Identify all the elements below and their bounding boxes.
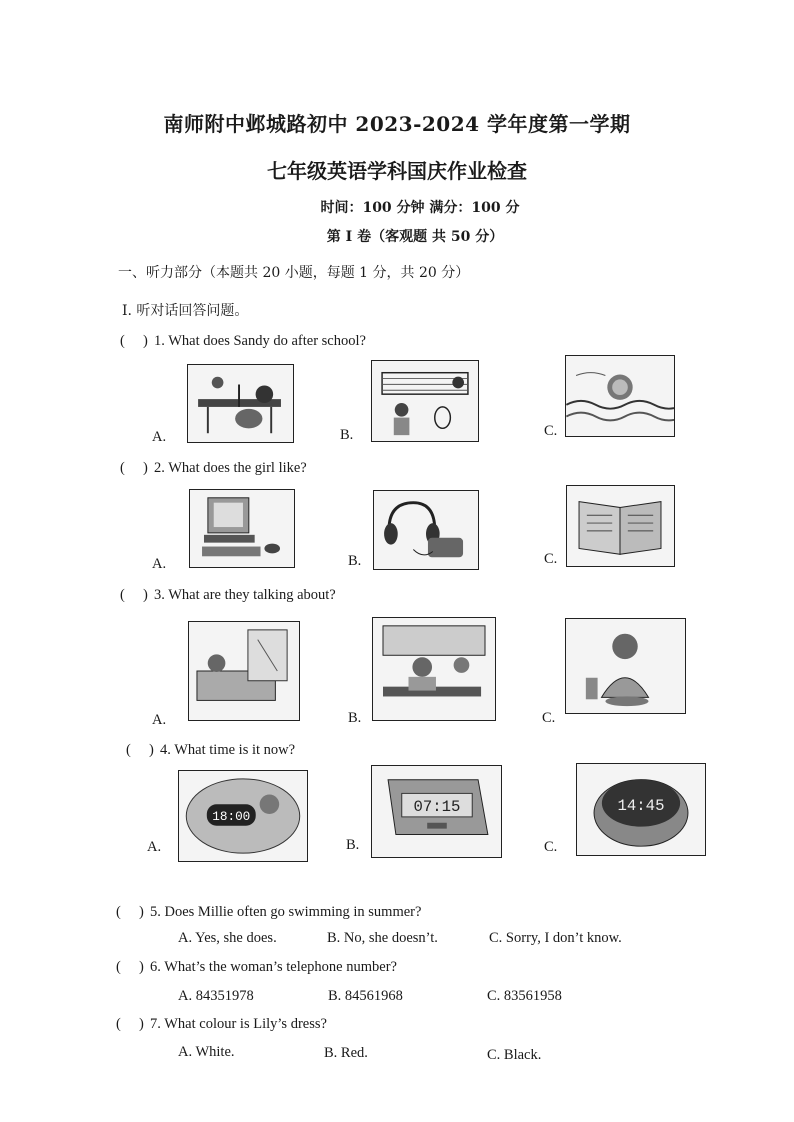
question-text: 1. What does Sandy do after school? <box>154 333 366 349</box>
answer-blank[interactable]: ( ) <box>120 460 148 476</box>
option-letter: C. <box>544 839 558 855</box>
choice-b: B. Red. <box>324 1045 368 1061</box>
choice-c: C. Black. <box>487 1047 542 1063</box>
eating-icon <box>565 618 686 714</box>
sleeping-icon <box>188 621 300 721</box>
volume-heading: 第 I 卷（客观题 共 50 分） <box>326 229 504 245</box>
choice-c: C. Sorry, I don’t know. <box>489 930 622 946</box>
computer-icon <box>189 489 295 568</box>
choice-a: A. Yes, she does. <box>178 930 277 946</box>
clock-icon <box>576 763 706 856</box>
question-text: 5. Does Millie often go swimming in summer? <box>150 904 422 920</box>
answer-blank[interactable]: ( ) <box>126 742 154 758</box>
option-letter: A. <box>152 712 167 728</box>
time-and-score: 时间：100 分钟 满分：100 分 <box>320 200 520 216</box>
answer-blank[interactable]: ( ) <box>120 587 148 603</box>
table-tennis-icon <box>187 364 294 443</box>
exam-title-school: 南师附中邺城路初中 2023-2024 学年度第一学期 <box>163 112 631 136</box>
option-letter: A. <box>152 556 167 572</box>
question-5 <box>116 904 421 921</box>
option-letter: B. <box>346 837 360 853</box>
option-letter: A. <box>152 429 167 445</box>
option-letter: C. <box>542 710 556 726</box>
part-one-title: I. 听对话回答问题。 <box>122 303 249 319</box>
swimming-icon <box>565 355 675 437</box>
clock-icon <box>178 770 308 862</box>
choice-b: B. No, she doesn’t. <box>327 930 438 946</box>
choice-a: A. White. <box>178 1044 235 1060</box>
answer-blank[interactable]: ( ) <box>116 1016 144 1032</box>
question-text: 4. What time is it now? <box>160 742 296 758</box>
exam-title-subject: 七年级英语学科国庆作业检查 <box>267 159 527 183</box>
question-text: 3. What are they talking about? <box>154 587 336 603</box>
question-3 <box>120 587 336 604</box>
clock-time: 14:45 <box>617 796 665 815</box>
clock-icon <box>371 765 502 858</box>
question-text: 2. What does the girl like? <box>154 460 307 476</box>
question-1 <box>120 333 366 350</box>
answer-blank[interactable]: ( ) <box>116 904 144 920</box>
badminton-icon <box>371 360 479 442</box>
option-letter: B. <box>340 427 354 443</box>
option-letter: C. <box>544 551 558 567</box>
listening-section-title: 一、听力部分（本题共 20 小题，每题 1 分，共 20 分） <box>118 265 470 281</box>
option-letter: B. <box>348 553 362 569</box>
question-2 <box>120 460 307 477</box>
question-4 <box>126 742 295 759</box>
question-text: 7. What colour is Lily’s dress? <box>150 1016 327 1032</box>
clock-time: 18:00 <box>212 808 251 824</box>
clock-time: 07:15 <box>413 798 461 817</box>
classroom-icon <box>372 617 496 721</box>
choice-a: A. 84351978 <box>178 988 254 1004</box>
headphones-icon <box>373 490 479 570</box>
choice-c: C. 83561958 <box>487 988 562 1004</box>
book-icon <box>566 485 675 567</box>
answer-blank[interactable]: ( ) <box>120 333 148 349</box>
answer-blank[interactable]: ( ) <box>116 959 144 975</box>
choice-b: B. 84561968 <box>328 988 403 1004</box>
question-text: 6. What’s the woman’s telephone number? <box>150 959 397 975</box>
option-letter: B. <box>348 710 362 726</box>
option-letter: C. <box>544 423 558 439</box>
option-letter: A. <box>147 839 162 855</box>
question-6 <box>116 959 397 976</box>
question-7 <box>116 1016 327 1033</box>
